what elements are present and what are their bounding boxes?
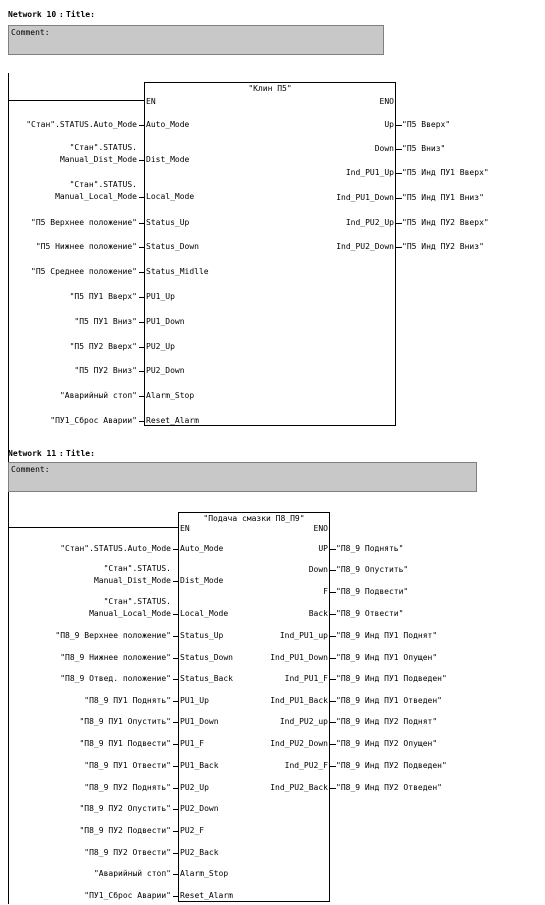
output-pin: Ind_PU1_up	[279, 631, 328, 640]
input-pin: Status_Up	[146, 218, 190, 227]
input-operand[interactable]: "Стан".STATUS.	[69, 143, 137, 152]
input-operand[interactable]: "Стан".STATUS.	[69, 180, 137, 189]
input-operand[interactable]: "Стан".STATUS.Auto_Mode	[26, 120, 137, 129]
comment-box[interactable]	[8, 462, 477, 492]
function-block-name: "Подача смазки П8_П9"	[203, 514, 305, 523]
output-pin: Up	[384, 120, 394, 129]
output-operand[interactable]: "П8_9 Инд ПУ1 Опущен"	[336, 653, 438, 662]
input-operand[interactable]: "П8_9 Отвед. положение"	[60, 674, 171, 683]
input-pin: Auto_Mode	[146, 120, 190, 129]
input-operand[interactable]: "Аварийный стоп"	[93, 869, 171, 878]
output-pin: Ind_PU1_Down	[336, 193, 394, 202]
input-pin: Alarm_Stop	[180, 869, 229, 878]
output-pin: Ind_PU2_Up	[345, 218, 394, 227]
input-operand[interactable]: Manual_Dist_Mode	[59, 155, 137, 164]
input-wire	[173, 744, 178, 745]
input-wire	[173, 679, 178, 680]
input-wire	[173, 874, 178, 875]
input-pin: PU2_Down	[146, 366, 185, 375]
input-pin: PU1_Up	[146, 292, 175, 301]
input-wire	[139, 297, 144, 298]
eno-pin: ENO	[379, 97, 394, 106]
output-operand[interactable]: "П5 Инд ПУ1 Вверх"	[402, 168, 489, 177]
input-pin: PU2_Back	[180, 848, 219, 857]
en-connection-line	[8, 100, 144, 101]
network-title-separator: :	[59, 10, 64, 19]
output-operand[interactable]: "П8_9 Поднять"	[336, 544, 404, 553]
output-operand[interactable]: "П5 Инд ПУ2 Вниз"	[402, 242, 484, 251]
input-pin: PU2_Up	[146, 342, 175, 351]
input-wire	[173, 766, 178, 767]
input-wire	[173, 614, 178, 615]
input-operand[interactable]: "ПУ1_Сброс Аварии"	[50, 416, 137, 425]
en-pin: EN	[146, 97, 156, 106]
function-block-name: "Клин П5"	[248, 84, 292, 93]
input-wire	[173, 853, 178, 854]
output-operand[interactable]: "П8_9 Инд ПУ1 Отведен"	[336, 696, 442, 705]
input-wire	[139, 322, 144, 323]
output-pin: Ind_PU2_Down	[336, 242, 394, 251]
input-wire	[173, 549, 178, 550]
input-pin: Dist_Mode	[146, 155, 190, 164]
input-pin: Status_Down	[180, 653, 233, 662]
input-wire	[139, 223, 144, 224]
input-wire	[173, 658, 178, 659]
network-label: Network 10	[8, 10, 57, 19]
network-title: Title:	[66, 10, 95, 19]
input-pin: Reset_Alarm	[146, 416, 199, 425]
input-pin: PU2_Down	[180, 804, 219, 813]
output-operand[interactable]: "П8_9 Отвести"	[336, 609, 404, 618]
input-pin: PU1_Down	[180, 717, 219, 726]
input-wire	[139, 197, 144, 198]
output-pin: Ind_PU2_F	[284, 761, 328, 770]
input-wire	[139, 125, 144, 126]
network-title: Title:	[66, 449, 95, 458]
output-operand[interactable]: "П5 Вверх"	[402, 120, 451, 129]
input-pin: PU1_Down	[146, 317, 185, 326]
output-operand[interactable]: "П8_9 Инд ПУ2 Опущен"	[336, 739, 438, 748]
input-pin: Reset_Alarm	[180, 891, 233, 900]
input-operand[interactable]: "П8_9 Верхнее положение"	[55, 631, 171, 640]
output-operand[interactable]: "П8_9 Инд ПУ2 Поднят"	[336, 717, 438, 726]
input-operand[interactable]: "П8_9 ПУ1 Отвести"	[84, 761, 171, 770]
comment-label: Comment:	[11, 28, 50, 37]
output-pin: Ind_PU2_up	[279, 717, 328, 726]
input-operand[interactable]: "П8_9 ПУ2 Опустить"	[79, 804, 171, 813]
input-pin: PU2_Up	[180, 783, 209, 792]
input-operand[interactable]: "П8_9 ПУ1 Поднять"	[84, 696, 171, 705]
input-wire	[173, 722, 178, 723]
output-pin: Ind_PU1_F	[284, 674, 328, 683]
input-operand[interactable]: "Стан".STATUS.	[103, 597, 171, 606]
input-wire	[139, 421, 144, 422]
output-operand[interactable]: "П5 Инд ПУ2 Вверх"	[402, 218, 489, 227]
input-operand[interactable]: "П5 Нижнее положение"	[35, 242, 137, 251]
output-pin: Ind_PU1_Up	[345, 168, 394, 177]
input-wire	[139, 347, 144, 348]
input-operand[interactable]: Manual_Local_Mode	[55, 192, 137, 201]
output-operand[interactable]: "П5 Вниз"	[402, 144, 446, 153]
input-pin: Dist_Mode	[180, 576, 224, 585]
output-operand[interactable]: "П8_9 Инд ПУ1 Подведен"	[336, 674, 447, 683]
input-pin: PU1_Up	[180, 696, 209, 705]
input-operand[interactable]: "П5 ПУ1 Вниз"	[74, 317, 137, 326]
network-label: Network 11	[8, 449, 57, 458]
input-operand[interactable]: "П5 ПУ1 Вверх"	[69, 292, 137, 301]
input-operand[interactable]: "П5 Верхнее положение"	[31, 218, 137, 227]
input-pin: PU2_F	[180, 826, 205, 835]
comment-label: Comment:	[11, 465, 50, 474]
en-pin: EN	[180, 524, 190, 533]
input-pin: Local_Mode	[180, 609, 229, 618]
input-operand[interactable]: "ПУ1_Сброс Аварии"	[84, 891, 171, 900]
output-pin: Down	[308, 565, 328, 574]
input-wire	[173, 788, 178, 789]
network-title-separator: :	[59, 449, 64, 458]
input-pin: Status_Down	[146, 242, 199, 251]
input-pin: Auto_Mode	[180, 544, 224, 553]
input-operand[interactable]: "П5 ПУ2 Вниз"	[74, 366, 137, 375]
output-pin: F	[323, 587, 328, 596]
input-operand[interactable]: "П5 ПУ2 Вверх"	[69, 342, 137, 351]
output-operand[interactable]: "П8_9 Инд ПУ2 Подведен"	[336, 761, 447, 770]
output-operand[interactable]: "П5 Инд ПУ1 Вниз"	[402, 193, 484, 202]
input-wire	[173, 701, 178, 702]
output-pin: Ind_PU2_Down	[270, 739, 328, 748]
input-operand[interactable]: Manual_Local_Mode	[89, 609, 171, 618]
input-wire	[139, 272, 144, 273]
input-operand[interactable]: "Стан".STATUS.	[103, 564, 171, 573]
input-wire	[173, 896, 178, 897]
input-pin: Status_Midlle	[146, 267, 209, 276]
input-wire	[139, 396, 144, 397]
output-pin: Ind_PU1_Down	[270, 653, 328, 662]
input-wire	[173, 809, 178, 810]
input-operand[interactable]: "П8_9 Нижнее положение"	[60, 653, 171, 662]
output-pin: Down	[374, 144, 394, 153]
input-pin: PU1_Back	[180, 761, 219, 770]
input-operand[interactable]: Manual_Dist_Mode	[93, 576, 171, 585]
output-operand[interactable]: "П8_9 Инд ПУ2 Отведен"	[336, 783, 442, 792]
input-pin: Status_Up	[180, 631, 224, 640]
input-wire	[139, 247, 144, 248]
eno-pin: ENO	[313, 524, 328, 533]
output-pin: Ind_PU1_Back	[270, 696, 328, 705]
input-pin: PU1_F	[180, 739, 205, 748]
comment-box[interactable]	[8, 25, 384, 55]
input-operand[interactable]: "П8_9 ПУ1 Опустить"	[79, 717, 171, 726]
input-operand[interactable]: "Аварийный стоп"	[59, 391, 137, 400]
output-pin: Ind_PU2_Back	[270, 783, 328, 792]
input-wire	[139, 160, 144, 161]
input-pin: Local_Mode	[146, 192, 195, 201]
input-operand[interactable]: "П8_9 ПУ2 Отвести"	[84, 848, 171, 857]
output-operand[interactable]: "П8_9 Инд ПУ1 Поднят"	[336, 631, 438, 640]
output-operand[interactable]: "П8_9 Опустить"	[336, 565, 409, 574]
input-wire	[139, 371, 144, 372]
input-pin: Alarm_Stop	[146, 391, 195, 400]
input-pin: Status_Back	[180, 674, 233, 683]
input-operand[interactable]: "П8_9 ПУ2 Поднять"	[84, 783, 171, 792]
input-wire	[173, 831, 178, 832]
output-operand[interactable]: "П8_9 Подвести"	[336, 587, 409, 596]
output-pin: Back	[308, 609, 328, 618]
output-pin: UP	[318, 544, 328, 553]
input-operand[interactable]: "Стан".STATUS.Auto_Mode	[60, 544, 171, 553]
input-wire	[173, 636, 178, 637]
en-connection-line	[8, 527, 178, 528]
input-operand[interactable]: "П8_9 ПУ1 Подвести"	[79, 739, 171, 748]
input-operand[interactable]: "П5 Среднее положение"	[31, 267, 137, 276]
input-wire	[173, 581, 178, 582]
input-operand[interactable]: "П8_9 ПУ2 Подвести"	[79, 826, 171, 835]
